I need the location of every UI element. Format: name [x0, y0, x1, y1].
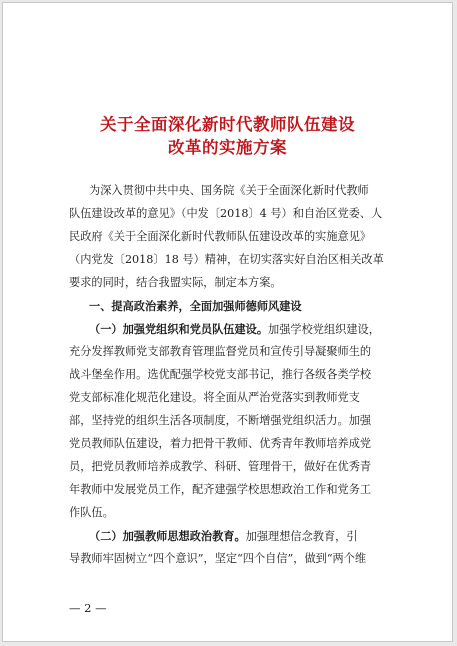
intro-line: 要求的同时，结合我盟实际，制定本方案。	[69, 276, 282, 289]
intro-line: 队伍建设改革的意见》（中发〔2018〕4 号）和自治区党委、人	[69, 207, 383, 220]
intro-line: 为深入贯彻中共中央、国务院《关于全面深化新时代教师	[89, 184, 369, 197]
document-page	[2, 2, 453, 642]
section-1-line: 员，把党员教师培养成教学、科研、管理骨干，做好在优秀青	[69, 460, 372, 473]
section-1-line: 战斗堡垒作用。选优配强学校党支部书记，推行各级各类学校	[69, 368, 372, 381]
intro-line: 民政府《关于全面深化新时代教师队伍建设改革的实施意见》	[69, 230, 372, 243]
document-title-line-1: 关于全面深化新时代教师队伍建设	[100, 115, 355, 134]
section-heading-one: 一、提高政治素养，全面加强师德师风建设	[89, 299, 302, 313]
section-1-line: 党员教师队伍建设，着力把骨干教师、优秀青年教师培养成党	[69, 437, 372, 450]
document-title-line-2: 改革的实施方案	[168, 138, 287, 157]
page-number: — 2 —	[69, 601, 107, 615]
intro-line: （内党发〔2018〕18 号）精神，在切实落实好自治区相关改革	[69, 253, 384, 266]
section-2-first-line	[89, 529, 358, 544]
section-1-line: 充分发挥教师党支部教育管理监督党员和宣传引导凝聚师生的	[69, 345, 372, 358]
section-1-line: 年教师中发展党员工作，配齐建强学校思想政治工作和党务工	[69, 483, 372, 496]
section-1-line: 部，坚持党的组织生活各项制度，不断增强党组织活力。加强	[69, 414, 372, 427]
section-1-first-line	[89, 322, 380, 337]
section-1-line: 作队伍。	[69, 506, 114, 519]
section-2-line: 导教师牢固树立“四个意识”，坚定“四个自信”，做到“两个维	[69, 552, 367, 565]
section-2-heading: （二）加强教师思想政治教育。	[89, 529, 246, 543]
section-1-line: 党支部标准化规范化建设。将全面从严治党落实到教师党支	[69, 391, 360, 404]
section-2-text: 加强理想信念教育，引	[245, 530, 358, 543]
section-1-text: 加强学校党组织建设，	[268, 323, 380, 336]
section-1-heading: （一）加强党组织和党员队伍建设。	[89, 322, 269, 336]
